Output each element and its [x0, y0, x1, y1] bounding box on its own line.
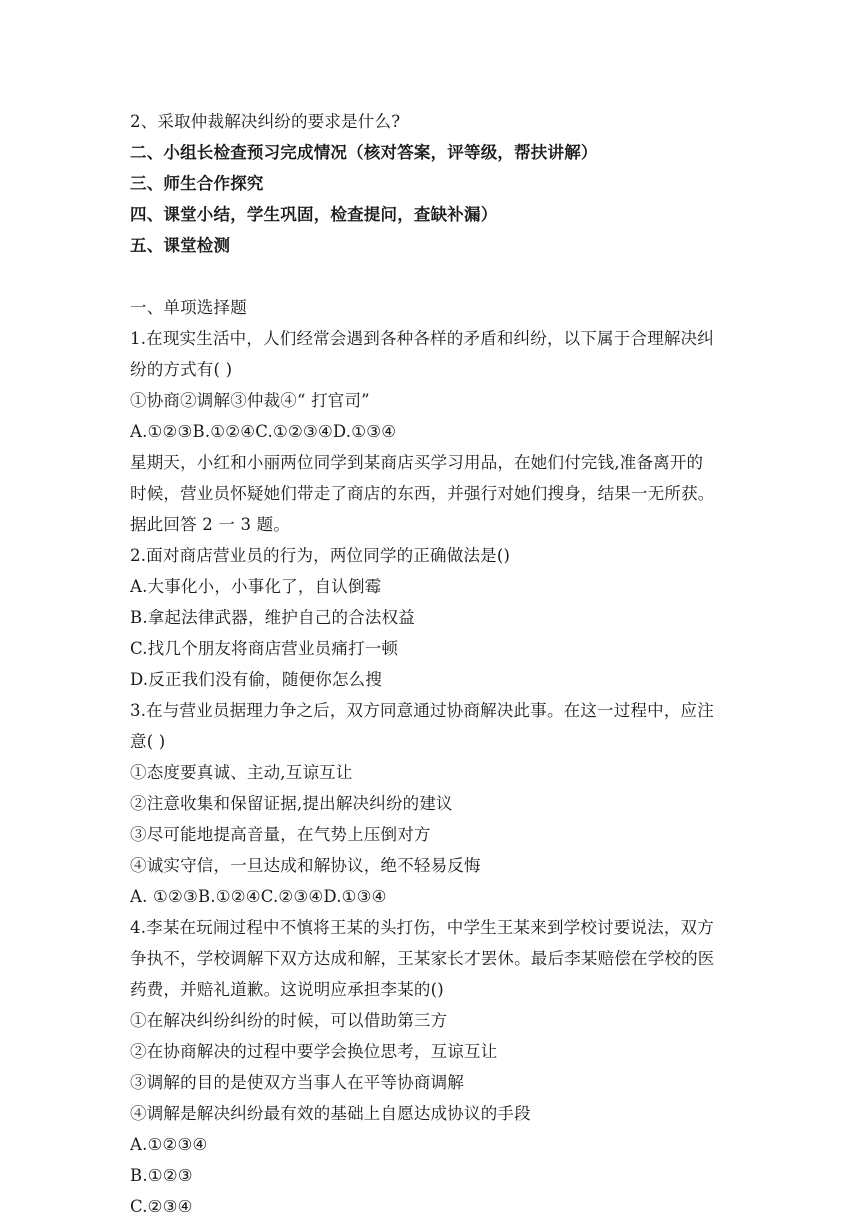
- q4-option: A.①②③④: [130, 1135, 208, 1154]
- q2-option: B.拿起法律武器，维护自己的合法权益: [130, 608, 415, 627]
- q4-item: ③调解的目的是使双方当事人在平等协商调解: [130, 1073, 464, 1092]
- q4-option: B.①②③: [130, 1166, 193, 1185]
- q2-option: C.找几个朋友将商店营业员痛打一顿: [130, 639, 399, 658]
- q3-item: ③尽可能地提高音量，在气势上压倒对方: [130, 825, 431, 844]
- q2-option: D.反正我们没有偷，随便你怎么搜: [130, 670, 383, 689]
- q3-stem-line: 3.在与营业员据理力争之后，双方同意通过协商解决此事。在这一过程中，应注: [130, 701, 714, 720]
- q4-stem-line: 争执不，学校调解下双方达成和解，王某家长才罢休。最后李某赔偿在学校的医: [130, 949, 715, 968]
- q1-stem-line: 纷的方式有( ): [130, 360, 233, 379]
- q1-items: ①协商②调解③仲裁④“ 打官司”: [130, 391, 370, 410]
- q1-options: A.①②③B.①②④C.①②③④D.①③④: [130, 422, 397, 441]
- q4-stem-line: 4.李某在玩闹过程中不慎将王某的头打伤，中学生王某来到学校讨要说法，双方: [130, 918, 714, 937]
- q4-stem-line: 药费，并赔礼道歉。这说明应承担李某的(): [130, 980, 444, 999]
- section-title: 一、单项选择题: [130, 298, 247, 317]
- step-heading: 五、课堂检测: [130, 236, 231, 255]
- document-page: [130, 106, 740, 1222]
- q4-item: ④调解是解决纠纷最有效的基础上自愿达成协议的手段: [130, 1104, 531, 1123]
- step-heading: 四、课堂小结，学生巩固，检查提问，查缺补漏）: [130, 205, 498, 224]
- q4-option: C.②③④: [130, 1197, 193, 1216]
- q1-stem-line: 1.在现实生活中，人们经常会遇到各种各样的矛盾和纠纷，以下属于合理解决纠: [130, 329, 714, 348]
- step-heading: 三、师生合作探究: [130, 174, 264, 193]
- q4-item: ①在解决纠纷纠纷的时候，可以借助第三方: [130, 1011, 448, 1030]
- step-heading: 二、小组长检查预习完成情况（核对答案，评等级，帮扶讲解）: [130, 143, 598, 162]
- q3-item: ②注意收集和保留证据,提出解决纠纷的建议: [130, 794, 453, 813]
- q2-stem: 2.面对商店营业员的行为，两位同学的正确做法是(): [130, 546, 511, 565]
- q3-stem-line: 意( ): [130, 732, 166, 751]
- q3-options: A. ①②③B.①②④C.②③④D.①③④: [130, 887, 387, 906]
- spacer: [130, 261, 740, 292]
- scenario-line: 据此回答 2 一 3 题。: [130, 515, 291, 534]
- q3-item: ④诚实守信，一旦达成和解协议，绝不轻易反悔: [130, 856, 481, 875]
- q4-item: ②在协商解决的过程中要学会换位思考，互谅互让: [130, 1042, 498, 1061]
- q3-item: ①态度要真诚、主动,互谅互让: [130, 763, 353, 782]
- scenario-line: 时候，营业员怀疑她们带走了商店的东西，并强行对她们搜身，结果一无所获。: [130, 484, 715, 503]
- q2-option: A.大事化小，小事化了，自认倒霉: [130, 577, 382, 596]
- question-line: 2、采取仲裁解决纠纷的要求是什么?: [130, 112, 401, 131]
- scenario-line: 星期天，小红和小丽两位同学到某商店买学习用品，在她们付完钱,准备离开的: [130, 453, 704, 472]
